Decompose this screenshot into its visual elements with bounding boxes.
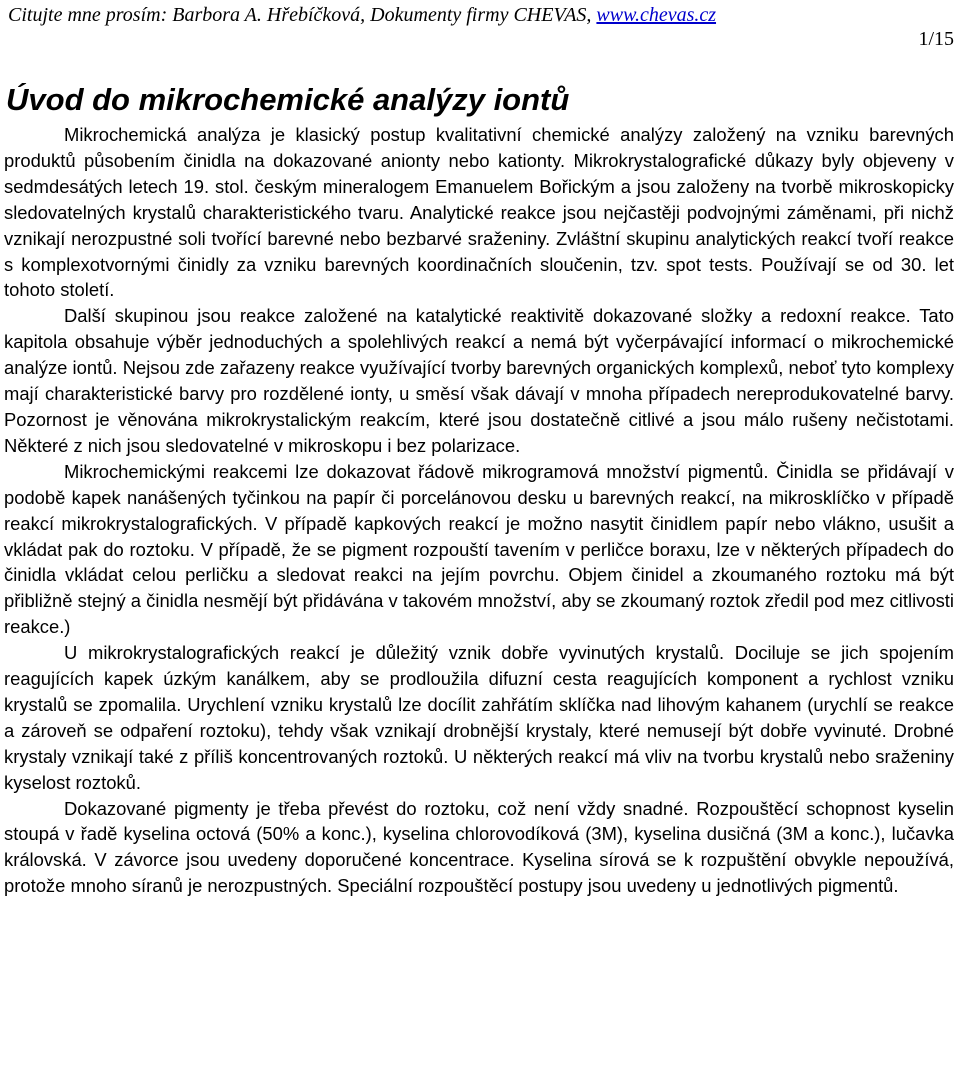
paragraph-2: Další skupinou jsou reakce založené na katalytické reaktivitě dokazované složky a redoxní reakce. Tato kapitola obsahuje výběr jednoduchých a spolehlivých reakcí a nemá být vyčerpávající informací o mikrochemické analýze iontů. Nejsou zde zařazeny reakce využívající tvorby barevných organických komplexů, neboť tyto komplexy mají charakteristické barvy pro rozdělené ionty, u směsí však dávají v mnoha případech nereprodukovatelné barvy. Pozornost je věnována mikrokrystalickým reakcím, které jsou dostatečně citlivé a jsou málo rušeny nečistotami. Některé z nich jsou sledovatelné v mikroskopu i bez polarizace. xyxy=(4,305,954,456)
page-number: 1/15 xyxy=(918,28,954,50)
document-title: Úvod do mikrochemické analýzy iontů xyxy=(6,82,570,117)
paragraph-3: Mikrochemickými reakcemi lze dokazovat řádově mikrogramová množství pigmentů. Činidla se přidávají v podobě kapek nanášených tyčinkou na papír či porcelánovou desku u barevných reakcí, na mikrosklíčko v případě reakcí mikrokrystalografických. V případě kapkových reakcí je možno nasytit činidlem papír nebo vlákno, usušit a vkládat pak do roztoku. V případě, že se pigment rozpouští tavením v perličce boraxu, lze v některých případech do činidla vkládat celou perličku a sledovat reakci na jejím povrchu. Objem činidel a zkoumaného roztoku má být přibližně stejný a činidla nesmějí být přidávána v takovém množství, aby se zkoumaný roztok zředil pod mez citlivosti reakce.) xyxy=(4,460,954,638)
paragraph-5: Dokazované pigmenty je třeba převést do roztoku, což není vždy snadné. Rozpouštěcí schopnost kyselin stoupá v řadě kyselina octová (50% a konc.), kyselina chlorovodíková (3M), kyselina dusičná (3M a konc.), lučavka královská. V závorce jsou uvedeny doporučené koncentrace. Kyselina sírová se k rozpuštění obvykle nepoužívá, protože mnoho síranů je nerozpustných. Speciální rozpouštěcí postupy jsou uvedeny u jednotlivých pigmentů. xyxy=(4,797,954,897)
paragraph-1: Mikrochemická analýza je klasický postup kvalitativní chemické analýzy založený na vzniku barevných produktů působením činidla na dokazované anionty nebo kationty. Mikrokrystalografické důkazy byly objeveny v sedmdesátých letech 19. stol. českým mineralogem Emanuelem Bořickým a jsou založeny na tvorbě mikroskopicky sledovatelných krystalů charakteristického tvaru. Analytické reakce jsou nejčastěji podvojnými záměnami, při nichž vznikají nerozpustné soli tvořící barevné nebo bezbarvé sraženiny. Zvláštní skupinu analytických reakcí tvoří reakce s komplexotvornými činidly za vzniku barevných koordinačních sloučenin, tzv. spot tests. Používají se od 30. let tohoto století. xyxy=(4,124,954,301)
paragraph-4: U mikrokrystalografických reakcí je důležitý vznik dobře vyvinutých krystalů. Dociluje se jich spojením reagujících kapek úzkým kanálkem, aby se prodloužila difuzní cesta reagujících komponent a rychlost vzniku krystalů se zpomalila. Urychlení vzniku krystalů lze docílit zahřátím sklíčka nad lihovým kahanem (urychlí se reakce a zároveň se odpaření roztoku), tehdy však vznikají drobnější krystaly, které nemusejí být dobře vyvinuté. Drobné krystaly vznikají také z příliš koncentrovaných roztoků. U některých reakcí má vliv na tvorbu krystalů nebo sraženiny kyselost roztoků. xyxy=(4,642,954,793)
citation-text: Citujte mne prosím: Barbora A. Hřebíčková, Dokumenty firmy CHEVAS, xyxy=(8,4,597,26)
document-header xyxy=(8,4,952,26)
document-body xyxy=(4,122,954,899)
chevas-link[interactable]: www.chevas.cz xyxy=(596,4,717,26)
